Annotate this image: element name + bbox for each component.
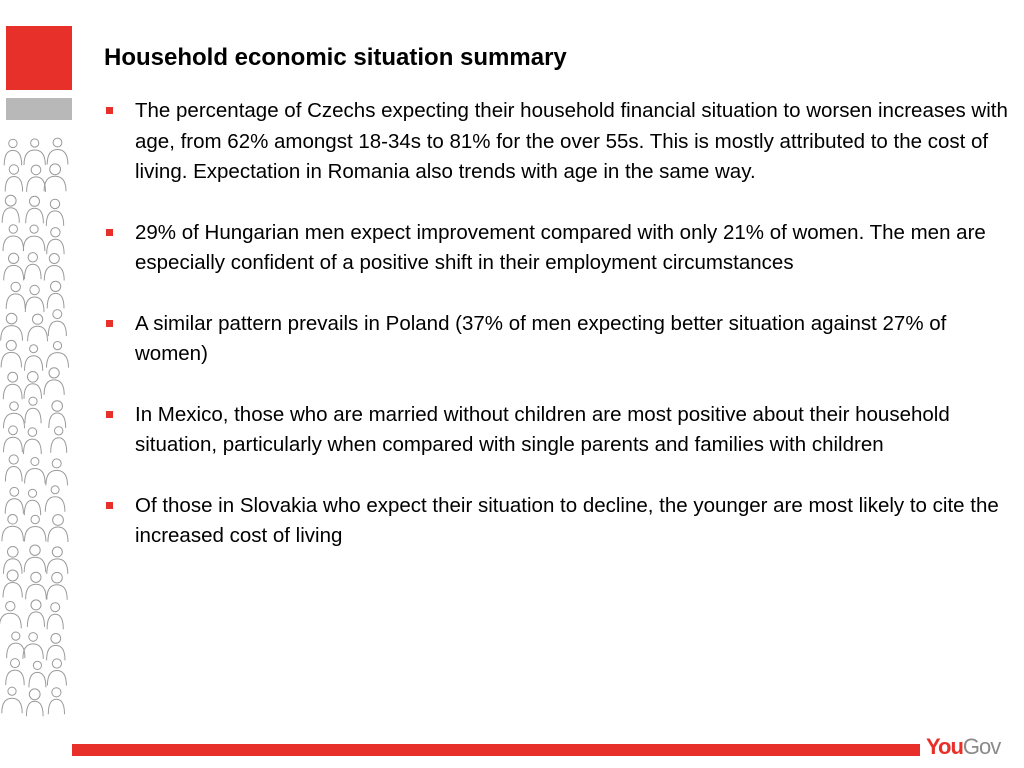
crowd-figure-head [10,402,19,411]
crowd-figure-body [47,585,67,600]
crowd-figure-head [28,372,39,383]
bullet-text: A similar pattern prevails in Poland (37% of men expecting better situation against 27% of women) [135,311,947,365]
crowd-figure-head [30,345,38,353]
bullet-text: Of those in Slovakia who expect their situation to decline, the younger are most likely to cite the increased cost of living [135,493,999,547]
crowd-figure-head [51,228,60,237]
bullet-icon [106,107,113,114]
crowd-figure-body [6,670,25,685]
yougov-logo [926,734,1000,760]
crowd-figure-head [11,282,20,291]
crowd-figure-head [51,281,61,291]
crowd-figure-head [30,225,38,233]
crowd-figure-body [5,467,22,482]
crowd-figure-body [44,176,66,191]
crowd-figure-body [1,326,23,341]
crowd-figure-body [2,526,24,541]
bullet-icon [106,320,113,327]
crowd-figure-head [30,545,40,555]
crowd-figure-body [24,500,40,515]
crowd-figure-body [25,527,46,542]
crowd-figure-body [27,612,44,627]
crowd-figure-body [5,177,22,192]
crowd-figure-head [52,659,61,668]
crowd-figure-head [53,342,61,350]
bullet-text: The percentage of Czechs expecting their household financial situation to worsen increases with age, from 62% amongst 18-34s to 81% for the over 55s. This is mostly attributed to the cost of living. Expectation in Romania also trends with age in the same way. [135,99,1008,183]
crowd-figure-body [3,384,22,399]
crowd-figure-body [24,384,42,399]
crowd-figure-head [49,254,59,264]
logo-part-you: You [926,734,963,759]
crowd-figure-body [23,236,45,251]
crowd-figure-head [31,515,39,523]
crowd-figure-head [51,486,59,494]
crowd-figure-head [8,372,18,382]
crowd-figure-body [24,439,42,454]
crowd-figure-head [29,633,38,642]
crowd-figure-body [47,353,69,368]
crowd-illustration [0,130,76,720]
bullet-text: In Mexico, those who are married without children are most positive about their household situation, particularly when compared with single parents and families with children [135,402,950,456]
crowd-figure-body [47,614,63,629]
crowd-figure-head [51,603,60,612]
crowd-figure-body [25,356,43,371]
page-title: Household economic situation summary [104,44,567,71]
crowd-figure-body [29,672,46,687]
crowd-figure-head [31,458,39,466]
crowd-figure-head [31,572,41,582]
crowd-figure-body [25,408,41,423]
crowd-figure-head [30,285,39,294]
crowd-figure-head [12,632,20,640]
bullet-item [104,491,1014,552]
crowd-figure-head [55,427,63,435]
crowd-figure-head [9,455,18,464]
crowd-figure-head [6,602,15,611]
crowd-figure-head [6,313,17,324]
bullet-item [104,309,1014,370]
crowd-figure-head [8,547,19,558]
red-accent-block [6,26,72,90]
bullet-item [104,400,1014,461]
crowd-figure-body [24,150,45,165]
crowd-figure-head [31,165,41,175]
crowd-figure-body [26,701,43,716]
crowd-figure-head [29,689,40,700]
crowd-figure-head [8,515,18,525]
bullet-list [104,96,1014,582]
crowd-figure-head [11,659,20,668]
crowd-figure-body [46,470,68,485]
crowd-figure-head [9,165,18,174]
crowd-figure-head [5,195,16,206]
crowd-figure-body [47,645,65,660]
crowd-figure-head [9,426,18,435]
crowd-figure-head [30,196,40,206]
crowd-figure-body [2,208,19,223]
crowd-figure-body [7,643,25,658]
crowd-figure-head [50,199,59,208]
crowd-figure-head [52,401,63,412]
crowd-figure-head [33,314,43,324]
bullet-icon [106,229,113,236]
crowd-figure-body [4,265,24,280]
crowd-figure-body [47,150,68,165]
crowd-figure-body [24,557,46,572]
crowd-figure-body [4,150,22,165]
crowd-figure-head [6,340,16,350]
crowd-figure-body [26,584,47,599]
crowd-figure-body [51,438,67,453]
crowd-figure-body [6,294,25,309]
crowd-figure-body [25,297,44,312]
crowd-figure-body [5,499,23,514]
bullet-icon [106,502,113,509]
crowd-figure-body [23,644,43,659]
crowd-figure-body [3,236,24,251]
crowd-figure-head [7,570,18,581]
crowd-figure-head [49,368,59,378]
crowd-figure-head [10,487,19,496]
crowd-figure-head [52,547,62,557]
crowd-figure-body [2,698,22,713]
crowd-figure-body [4,437,23,452]
crowd-figure-head [28,489,36,497]
bullet-item [104,96,1014,188]
crowd-figure-body [47,239,64,254]
crowd-figure-body [46,211,63,226]
crowd-figure-body [3,583,22,598]
bullet-icon [106,411,113,418]
crowd-figure-body [49,413,66,428]
crowd-figure-head [52,688,61,697]
crowd-figure-body [48,699,64,714]
crowd-figure-head [31,600,41,610]
crowd-figure-head [28,428,37,437]
grey-accent-bar [6,98,72,120]
crowd-figure-body [44,380,64,395]
crowd-figure-head [52,572,63,583]
crowd-figure-body [48,321,66,336]
bullet-item [104,218,1014,279]
crowd-figure-body [44,266,64,281]
crowd-figure-body [48,527,68,542]
crowd-figure-head [53,138,62,147]
crowd-figure-body [47,671,66,686]
bullet-text: 29% of Hungarian men expect improvement compared with only 21% of women. The men are especially confident of a positive shift in their employment circumstances [135,220,986,274]
crowd-figure-head [51,634,61,644]
crowd-figure-body [25,264,42,279]
crowd-figure-head [9,225,17,233]
crowd-figure-body [26,208,44,223]
crowd-figure-body [45,497,65,512]
crowd-figure-head [9,139,17,147]
footer-bar [72,744,920,756]
crowd-figure-head [8,687,16,695]
crowd-figure-head [50,164,61,175]
crowd-figure-head [28,253,37,262]
logo-part-gov: Gov [962,734,1001,759]
crowd-figure-body [47,293,64,308]
crowd-figure-body [4,559,23,574]
crowd-figure-head [33,661,41,669]
crowd-figure-head [29,397,37,405]
crowd-figure-head [9,253,19,263]
crowd-figure-body [27,177,46,192]
crowd-figure-body [47,559,68,574]
crowd-figure-body [25,469,45,484]
crowd-figure-head [53,310,62,319]
crowd-figure-body [28,326,48,341]
crowd-figure-body [1,352,21,367]
crowd-figure-head [53,515,64,526]
crowd-figure-body [0,613,21,628]
crowd-figure-head [31,139,39,147]
crowd-figure-head [52,459,61,468]
